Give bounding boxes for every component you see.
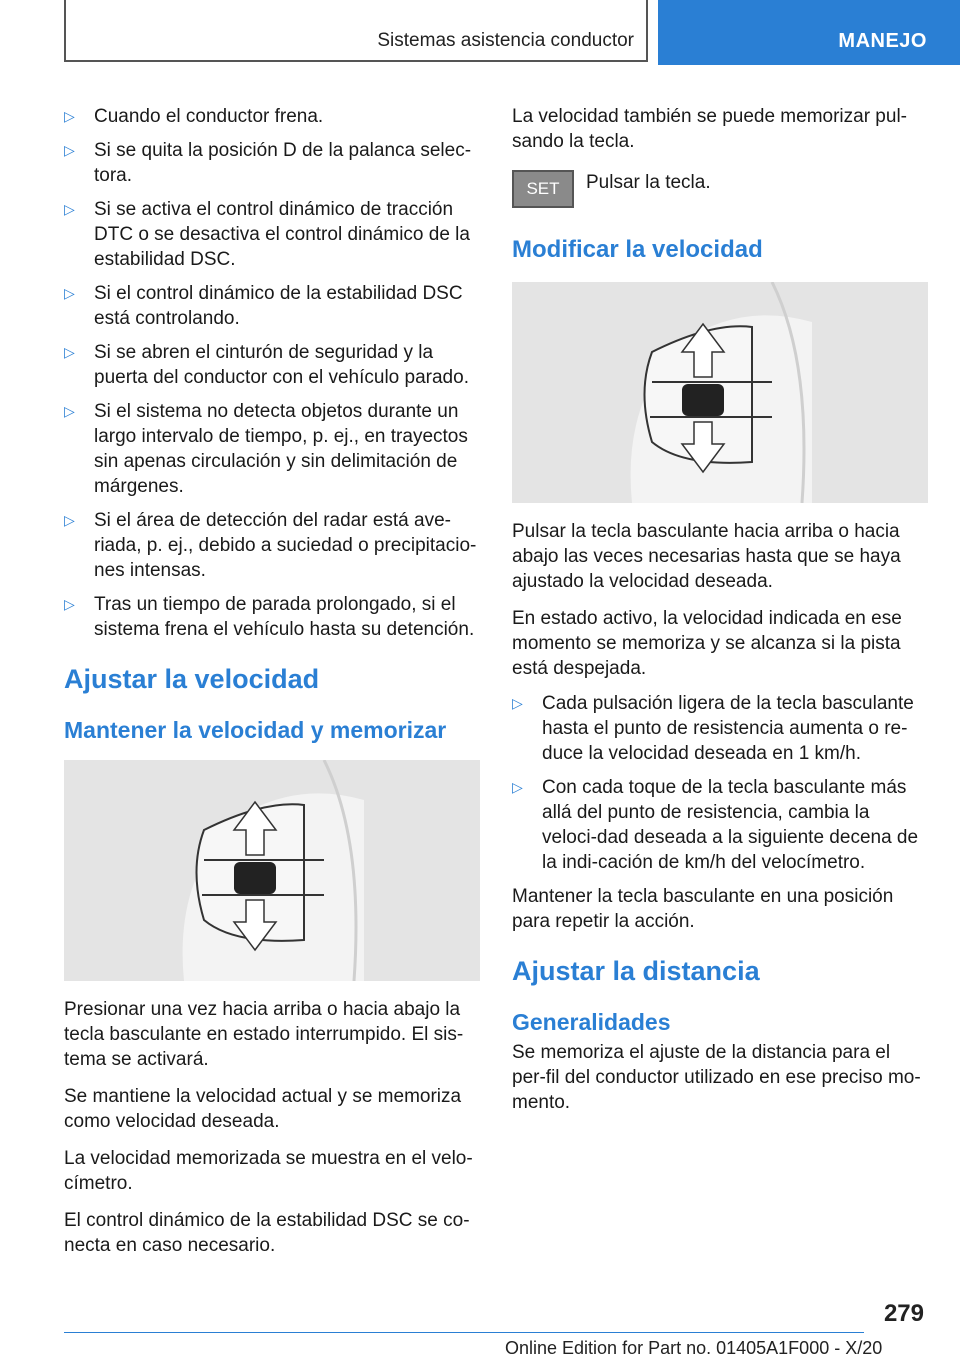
set-key-row [512, 170, 928, 208]
section-title: Sistemas asistencia conductor [377, 30, 634, 51]
heading-modify-speed: Modificar la velocidad [512, 236, 763, 263]
paragraph: Mantener la tecla basculante en una posición para repetir la acción. [512, 886, 894, 932]
intro-paragraph: La velocidad también se puede memorizar pul-sando la tecla. [512, 106, 907, 152]
heading-adjust-speed: Ajustar la velocidad [64, 664, 320, 694]
page-number: 279 [883, 1300, 924, 1327]
paragraph: La velocidad memorizada se muestra en el velo-címetro. [64, 1148, 473, 1194]
set-key-icon: SET [512, 170, 574, 208]
list-item: ▷ Cuando el conductor frena. [64, 106, 324, 127]
subheading-maintain-speed: Mantener la velocidad y memorizar [64, 717, 447, 743]
steering-wheel-rocker-illustration [512, 282, 928, 503]
list-item: ▷ Cada pulsación ligera de la tecla basculante hasta el punto de resistencia aumenta o re-duce la velocidad deseada en 1 km/h. [512, 693, 914, 764]
triangle-bullet-icon: ▷ [64, 403, 75, 419]
set-key-text: Pulsar la tecla. [586, 172, 711, 193]
footer-edition-text: Online Edition for Part no. 01405A1F000 - X/20 [505, 1338, 883, 1358]
list-item: ▷ Si se abren el cinturón de seguridad y la puerta del conductor con el vehículo parado. [64, 342, 469, 388]
left-column [64, 104, 480, 1258]
footer-divider [64, 1332, 864, 1333]
right-column [512, 104, 928, 1115]
chapter-tab-label: MANEJO [838, 30, 927, 52]
rocker-switch-illustration [512, 282, 928, 503]
triangle-bullet-icon: ▷ [64, 108, 75, 124]
modify-list [512, 691, 928, 875]
steering-wheel-rocker-illustration [64, 760, 480, 981]
chapter-tab [658, 0, 960, 65]
paragraph: Pulsar la tecla basculante hacia arriba o hacia abajo las veces necesarias hasta que se haya ajustado la velocidad deseada. [512, 521, 901, 592]
triangle-bullet-icon: ▷ [64, 512, 75, 528]
heading-adjust-distance: Ajustar la distancia [512, 956, 760, 986]
paragraph: En estado activo, la velocidad indicada en ese momento se memoriza y se alcanza si la pista está despejada. [512, 608, 902, 679]
triangle-bullet-icon: ▷ [64, 142, 75, 158]
list-item: ▷ Si el control dinámico de la estabilidad DSC está controlando. [64, 283, 463, 329]
paragraph: Se memoriza el ajuste de la distancia para el per-fil del conductor utilizado en ese preciso mo-mento. [512, 1042, 921, 1113]
triangle-bullet-icon: ▷ [64, 285, 75, 301]
triangle-bullet-icon: ▷ [512, 779, 523, 795]
list-item: ▷ Si se quita la posición D de la palanca selec-tora. [64, 140, 472, 186]
paragraph: Presionar una vez hacia arriba o hacia abajo la tecla basculante en estado interrumpido. El sis-tema se activará. [64, 999, 464, 1070]
rocker-switch-illustration [64, 760, 480, 981]
condition-list [64, 104, 480, 642]
triangle-bullet-icon: ▷ [64, 596, 75, 612]
header-box [64, 0, 648, 62]
subheading-general: Generalidades [512, 1009, 671, 1035]
triangle-bullet-icon: ▷ [64, 201, 75, 217]
list-item: ▷ Con cada toque de la tecla basculante más allá del punto de resistencia, cambia la veloci-dad deseada a la siguiente decena de la indi-cación de km/h del velocímetro. [512, 777, 919, 873]
list-item: ▷ Tras un tiempo de parada prolongado, si el sistema frena el vehículo hasta su detención. [64, 594, 475, 640]
paragraph: El control dinámico de la estabilidad DSC se co-necta en caso necesario. [64, 1210, 470, 1256]
list-item: ▷ Si el sistema no detecta objetos durante un largo intervalo de tiempo, p. ej., en trayectos sin apenas circulación y sin delimitación de márgenes. [64, 401, 468, 497]
paragraph: Se mantiene la velocidad actual y se memoriza como velocidad deseada. [64, 1086, 462, 1132]
triangle-bullet-icon: ▷ [64, 344, 75, 360]
triangle-bullet-icon: ▷ [512, 695, 523, 711]
list-item: ▷ Si el área de detección del radar está ave-riada, p. ej., debido a suciedad o precipitacio-nes intensas. [64, 510, 477, 581]
list-item: ▷ Si se activa el control dinámico de tracción DTC o se desactiva el control dinámico de la estabilidad DSC. [64, 199, 470, 270]
